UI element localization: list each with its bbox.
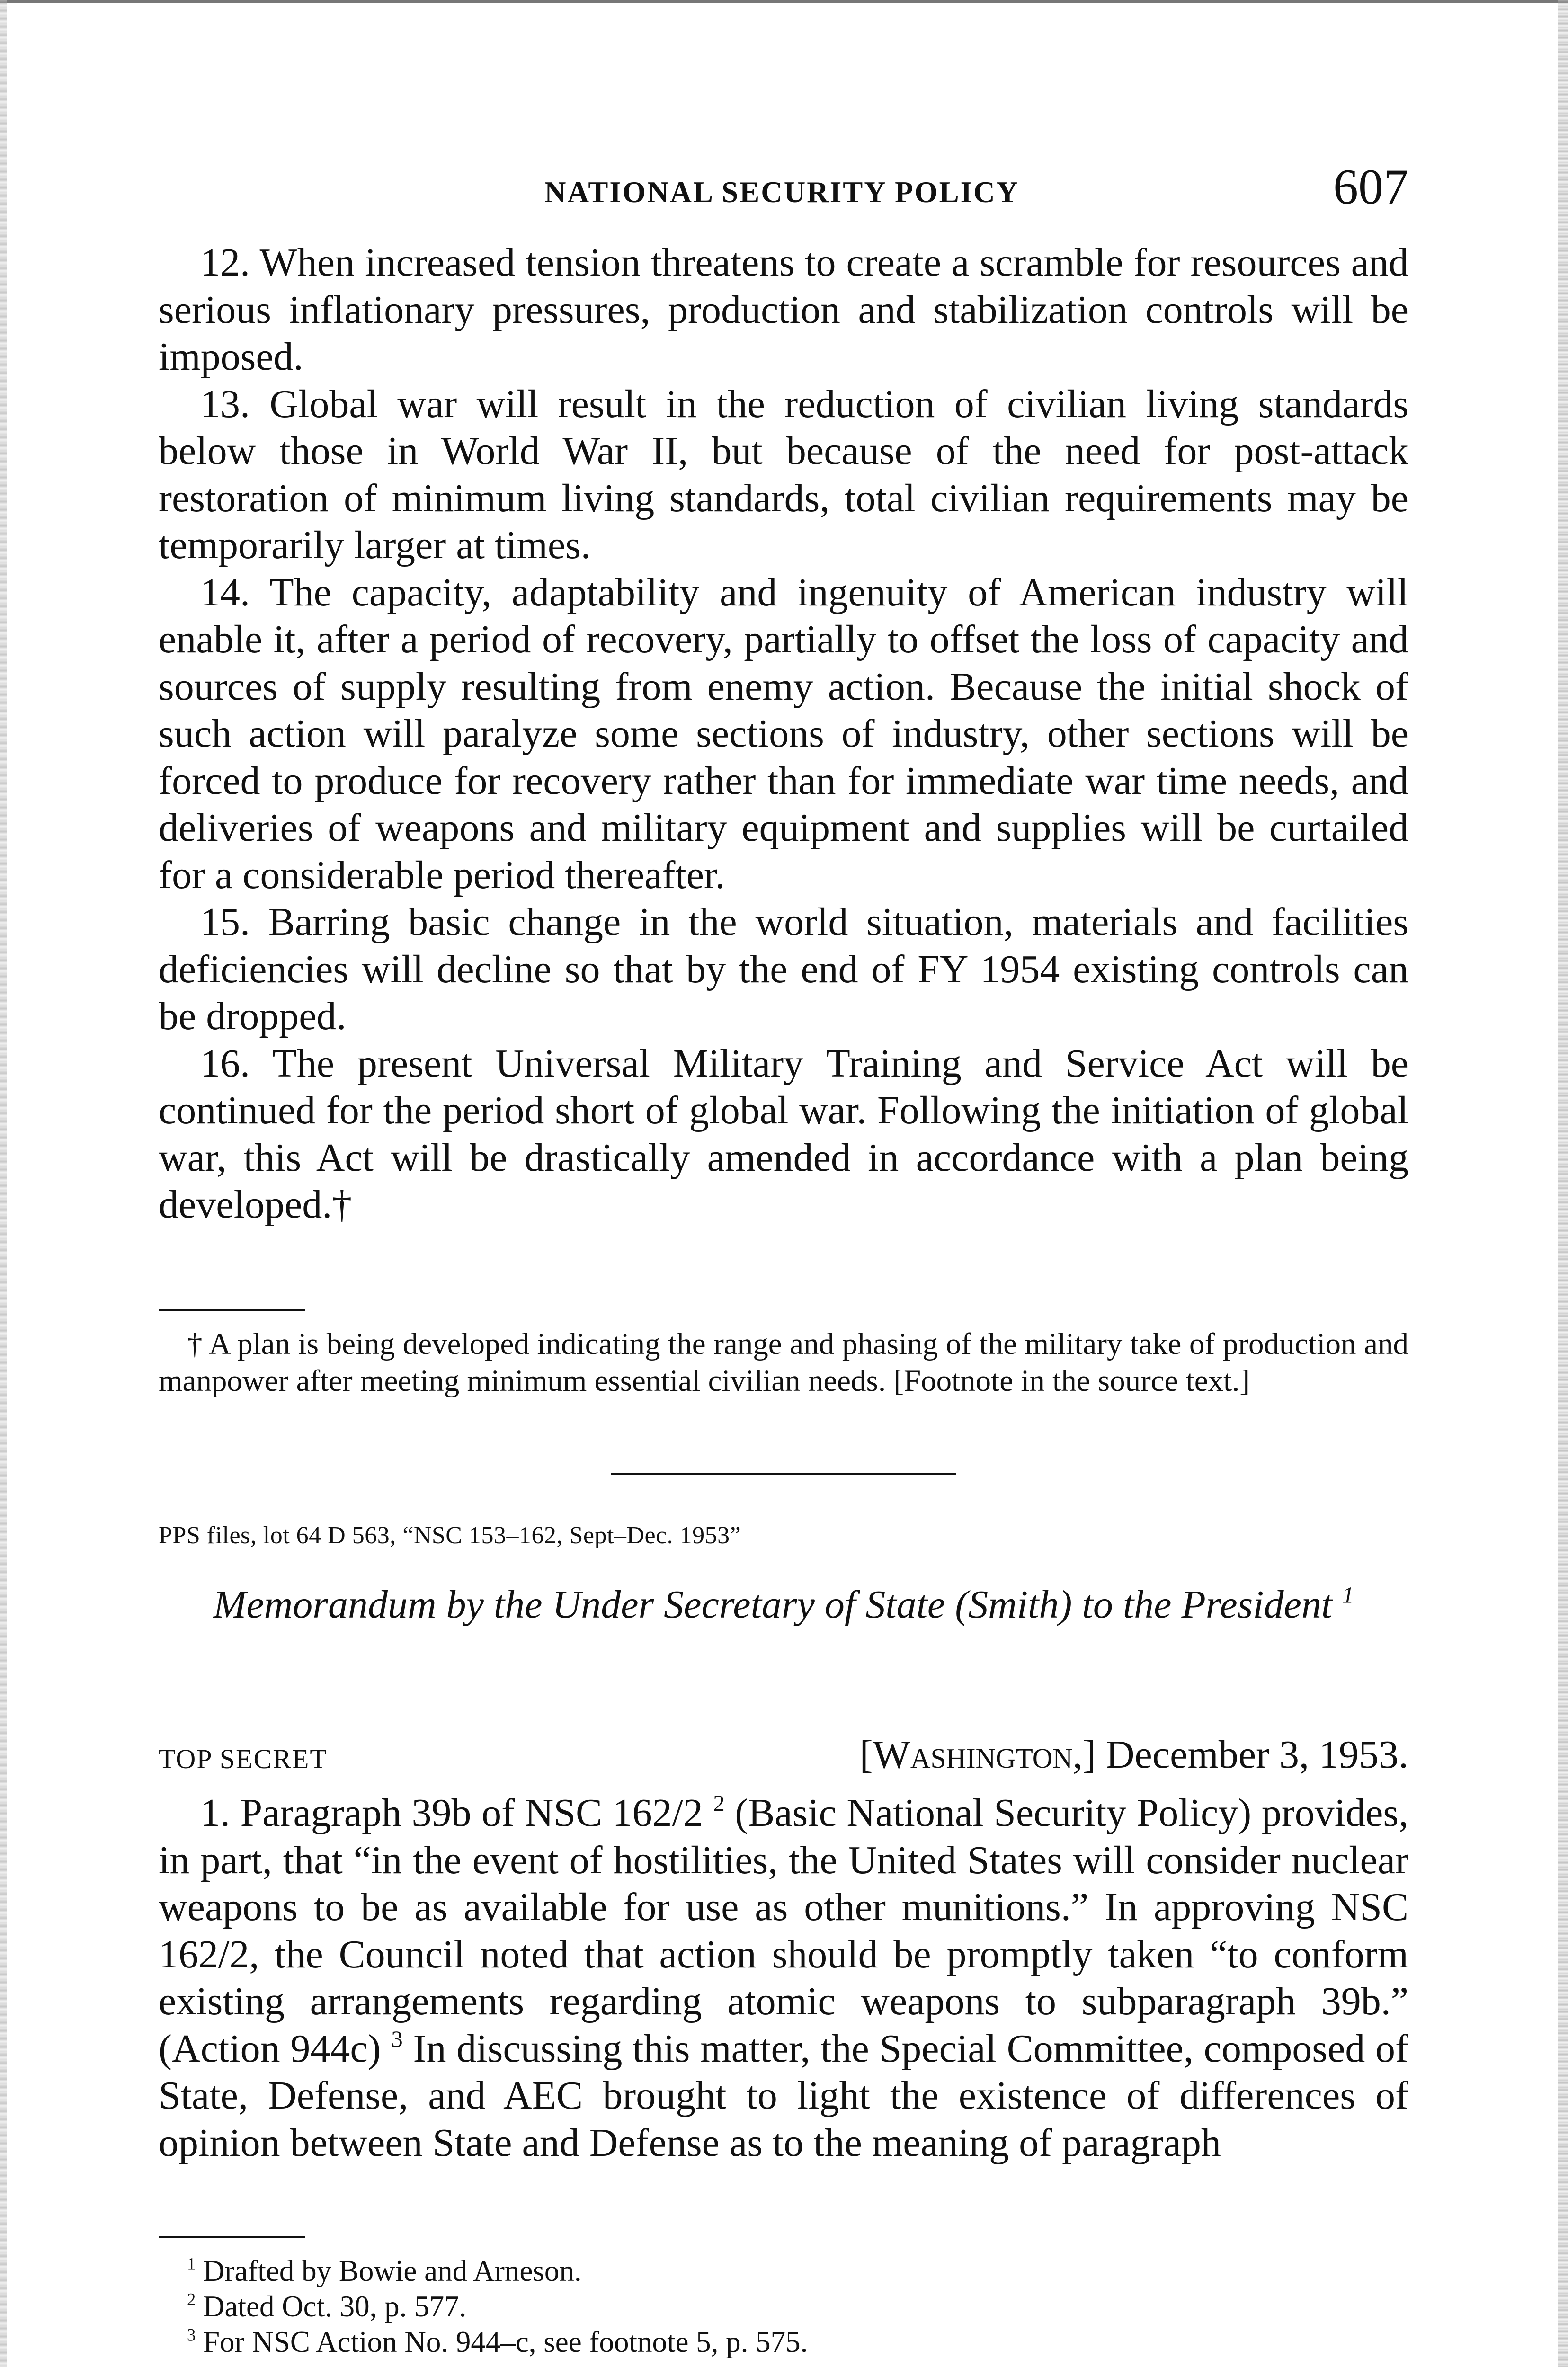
page-right-edge — [1558, 0, 1568, 2367]
paragraph-14 — [159, 569, 1408, 899]
dagger-footnote-marker: † — [187, 1327, 203, 1361]
dagger-footnote-text: A plan is being developed indicating the range and phasing of the military take of production and manpower after meeting minimum essential civilian needs. [Footnote in the source text.] — [159, 1327, 1408, 1398]
memo-paragraph-1 — [159, 1789, 1408, 2166]
footnote-rule — [159, 1309, 305, 1311]
memo-body — [159, 1789, 1408, 2166]
page-left-edge — [0, 0, 7, 2367]
footnote-rule-bottom — [159, 2236, 305, 2238]
paragraph-15 — [159, 899, 1408, 1040]
memo-text-c: In discussing this matter, the Special Committee, composed of State, Defense, and AEC brought to light the existence of differences of opinion between State and Defense as to the meaning of paragraph — [159, 2026, 1408, 2165]
dateline — [860, 1732, 1408, 1778]
paragraph-text: The present Universal Military Training and Service Act will be continued for the period short of global war. Following the initiation of global war, this Act will be drastically amended in accordance with a plan being developed. — [159, 1041, 1409, 1227]
footnote-ref-2: 2 — [713, 1790, 725, 1816]
dateline-date: December 3, 1953. — [1105, 1733, 1408, 1777]
classification-label: TOP SECRET — [159, 1744, 328, 1774]
page-header — [159, 161, 1408, 222]
footnote-3 — [159, 2324, 1408, 2360]
document-title-text: Memorandum by the Under Secretary of State (Smith) to the President — [213, 1583, 1333, 1627]
classification-dateline — [159, 1732, 1408, 1784]
section-divider — [611, 1473, 956, 1475]
paragraph-12 — [159, 239, 1408, 381]
running-head: NATIONAL SECURITY POLICY — [544, 176, 1020, 209]
page-number: 607 — [1333, 159, 1408, 214]
source-note: PPS files, lot 64 D 563, “NSC 153–162, Sept–Dec. 1953” — [159, 1522, 741, 1549]
footnote-2 — [159, 2289, 1408, 2324]
footnote-number: 3 — [187, 2325, 196, 2345]
footnotes — [159, 2253, 1408, 2360]
memo-text-a: Paragraph 39b of NSC 162/2 — [240, 1791, 703, 1835]
paragraph-number: 1. — [200, 1791, 230, 1835]
paragraph-text: Global war will result in the reduction of civilian living standards below those in World War II, but because of the need for post-attack restoration of minimum living standards, total civilian requirements may be temporarily larger at times. — [159, 382, 1409, 567]
numbered-paragraphs — [159, 239, 1408, 1228]
footnote-ref-3: 3 — [391, 2026, 403, 2052]
dagger-mark: † — [332, 1183, 352, 1227]
footnote-text: Drafted by Bowie and Arneson. — [203, 2254, 582, 2287]
dateline-place: [Washington,] — [859, 1733, 1096, 1777]
paragraph-16 — [159, 1040, 1408, 1228]
document-title — [159, 1581, 1408, 1628]
paragraph-13 — [159, 381, 1408, 569]
paragraph-text: When increased tension threatens to create a scramble for resources and serious inflationary pressures, production and stabilization controls will be imposed. — [159, 240, 1408, 379]
footnote-text: Dated Oct. 30, p. 577. — [203, 2290, 467, 2323]
paragraph-number: 15. — [200, 900, 250, 944]
footnote-text: For NSC Action No. 944–c, see footnote 5, p. 575. — [203, 2325, 808, 2358]
footnote-number: 2 — [187, 2289, 196, 2309]
memo-text-b: (Basic National Security Policy) provides, in part, that “in the event of hostilities, the United States will consider nuclear weapons to be as available for use as other munitions.” In approving NSC 162/2, the Council noted that action should be promptly taken “to conform existing arrangements regarding atomic weapons to subparagraph 39b.” (Action 944c) — [159, 1791, 1409, 2071]
paragraph-number: 12. — [200, 240, 250, 285]
paragraph-text: The capacity, adaptability and ingenuity of American industry will enable it, after a period of recovery, partially to offset the loss of capacity and sources of supply resulting from enemy action. Because the initial shock of such action will paralyze some sections of industry, other sections will be forced to produce for recovery rather than for immediate war time needs, and deliveries of weapons and military equipment and supplies will be curtailed for a considerable period thereafter. — [159, 570, 1409, 897]
footnote-number: 1 — [187, 2254, 196, 2274]
paragraph-text: Barring basic change in the world situation, materials and facilities deficiencies will decline so that by the end of FY 1954 existing controls can be dropped. — [159, 900, 1409, 1038]
footnote-1 — [159, 2253, 1408, 2289]
paragraph-number: 13. — [200, 382, 250, 426]
paragraph-number: 16. — [200, 1041, 250, 1086]
dagger-footnote — [159, 1326, 1408, 1399]
paragraph-number: 14. — [200, 570, 250, 614]
footnote-ref-1: 1 — [1342, 1582, 1354, 1608]
page-top-edge — [0, 0, 1568, 3]
